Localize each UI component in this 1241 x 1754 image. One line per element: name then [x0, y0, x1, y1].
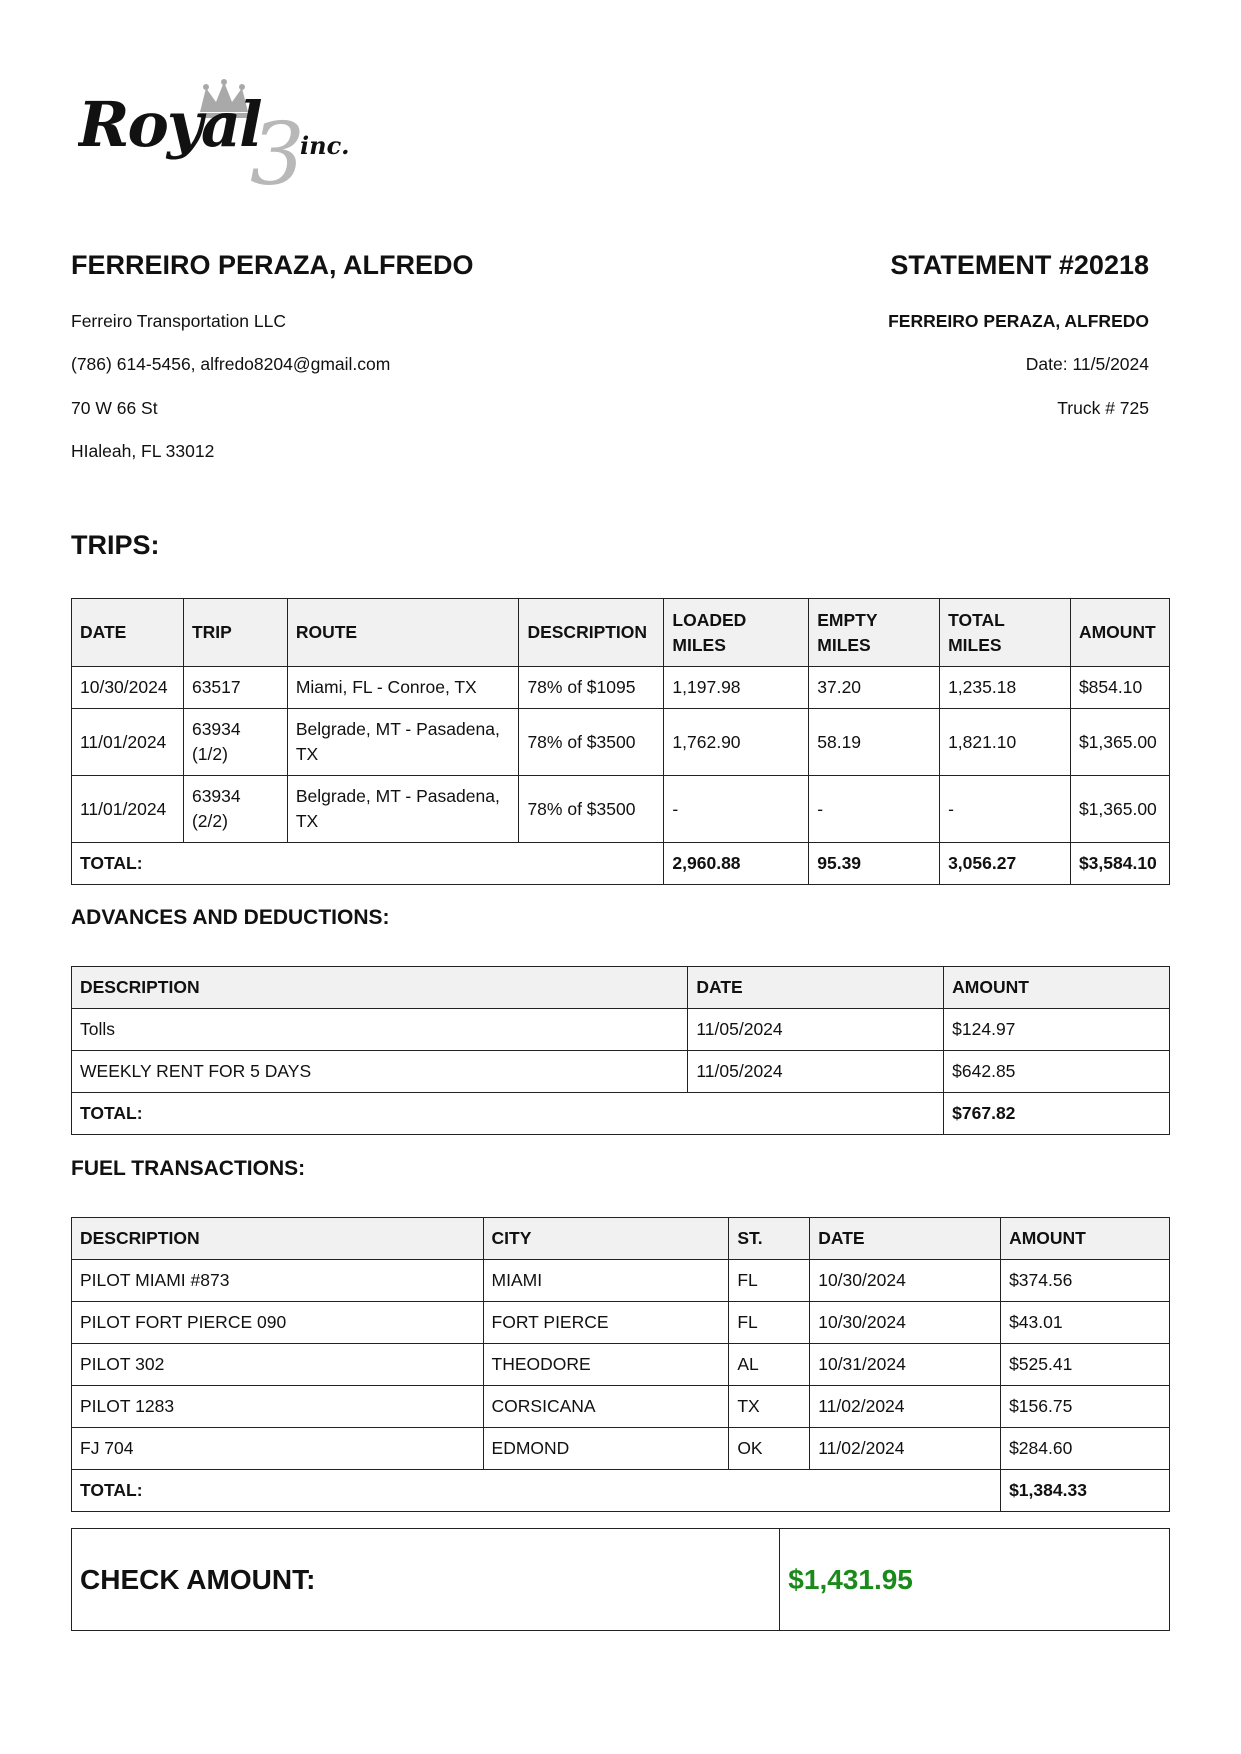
fuel-amount: $374.56: [1001, 1260, 1170, 1302]
royal-3-inc-logo: [78, 78, 378, 188]
fuel-date: 10/31/2024: [810, 1344, 1001, 1386]
column-header: AMOUNT: [944, 967, 1170, 1009]
advance-amount: $642.85: [944, 1051, 1170, 1093]
trip-loaded-miles: 1,762.90: [664, 709, 809, 776]
driver-name: FERREIRO PERAZA, ALFREDO: [71, 250, 474, 280]
trip-empty-miles: 37.20: [809, 667, 940, 709]
truck-number: Truck # 725: [1057, 398, 1149, 418]
fuel-city: CORSICANA: [483, 1386, 729, 1428]
trip-amount: $854.10: [1070, 667, 1169, 709]
total-label: TOTAL:: [72, 843, 664, 885]
trip-number: 63934 (2/2): [183, 776, 287, 843]
column-header: ST.: [729, 1218, 810, 1260]
column-header: EMPTY MILES: [809, 599, 940, 667]
trip-loaded-miles: -: [664, 776, 809, 843]
trips-table: [71, 598, 1170, 885]
fuel-title: FUEL TRANSACTIONS:: [71, 1157, 306, 1180]
column-header: ROUTE: [287, 599, 519, 667]
column-header: CITY: [483, 1218, 729, 1260]
check-amount-value: $1,431.95: [780, 1529, 1170, 1631]
fuel-amount: $284.60: [1001, 1428, 1170, 1470]
fuel-city: FORT PIERCE: [483, 1302, 729, 1344]
driver-address-line2: HIaleah, FL 33012: [71, 441, 215, 461]
trip-number: 63934 (1/2): [183, 709, 287, 776]
trip-date: 10/30/2024: [72, 667, 184, 709]
trip-empty-miles: -: [809, 776, 940, 843]
svg-text:3: 3: [250, 105, 305, 188]
column-header: TOTAL MILES: [940, 599, 1071, 667]
trip-date: 11/01/2024: [72, 776, 184, 843]
advance-date: 11/05/2024: [688, 1009, 944, 1051]
total-miles: 3,056.27: [940, 843, 1071, 885]
advances-title: ADVANCES AND DEDUCTIONS:: [71, 906, 390, 929]
table-header-row: [72, 599, 1170, 667]
trip-route: Miami, FL - Conroe, TX: [287, 667, 519, 709]
trip-route: Belgrade, MT - Pasadena, TX: [287, 709, 519, 776]
total-label: TOTAL:: [72, 1093, 944, 1135]
trip-total-miles: -: [940, 776, 1071, 843]
fuel-table: [71, 1217, 1170, 1512]
company-logo: [78, 78, 378, 188]
fuel-amount: $43.01: [1001, 1302, 1170, 1344]
fuel-description: PILOT 302: [72, 1344, 484, 1386]
fuel-date: 10/30/2024: [810, 1302, 1001, 1344]
advance-date: 11/05/2024: [688, 1051, 944, 1093]
table-row: [72, 709, 1170, 776]
fuel-state: AL: [729, 1344, 810, 1386]
total-loaded-miles: 2,960.88: [664, 843, 809, 885]
trip-total-miles: 1,821.10: [940, 709, 1071, 776]
column-header: DESCRIPTION: [72, 967, 688, 1009]
fuel-description: PILOT FORT PIERCE 090: [72, 1302, 484, 1344]
table-row: [72, 667, 1170, 709]
advance-description: Tolls: [72, 1009, 688, 1051]
total-label: TOTAL:: [72, 1470, 1001, 1512]
fuel-date: 11/02/2024: [810, 1428, 1001, 1470]
trips-title: TRIPS:: [71, 530, 160, 560]
driver-contact: (786) 614-5456, alfredo8204@gmail.com: [71, 354, 391, 374]
fuel-city: MIAMI: [483, 1260, 729, 1302]
trip-description: 78% of $3500: [519, 776, 664, 843]
fuel-state: FL: [729, 1302, 810, 1344]
table-header-row: [72, 967, 1170, 1009]
fuel-description: PILOT 1283: [72, 1386, 484, 1428]
svg-text:Royal: Royal: [78, 88, 261, 161]
trip-loaded-miles: 1,197.98: [664, 667, 809, 709]
svg-text:inc.: inc.: [300, 131, 350, 160]
trip-date: 11/01/2024: [72, 709, 184, 776]
fuel-total-row: [72, 1470, 1170, 1512]
column-header: DESCRIPTION: [72, 1218, 484, 1260]
trip-empty-miles: 58.19: [809, 709, 940, 776]
total-empty-miles: 95.39: [809, 843, 940, 885]
table-row: [72, 1009, 1170, 1051]
check-amount-box: [71, 1528, 1170, 1631]
advances-total-row: [72, 1093, 1170, 1135]
total-amount: $3,584.10: [1070, 843, 1169, 885]
column-header: DESCRIPTION: [519, 599, 664, 667]
fuel-amount: $525.41: [1001, 1344, 1170, 1386]
column-header: DATE: [72, 599, 184, 667]
trip-amount: $1,365.00: [1070, 776, 1169, 843]
total-amount: $767.82: [944, 1093, 1170, 1135]
table-row: [72, 1428, 1170, 1470]
column-header: DATE: [810, 1218, 1001, 1260]
trip-description: 78% of $3500: [519, 709, 664, 776]
statement-title: STATEMENT #20218: [890, 250, 1149, 280]
fuel-state: TX: [729, 1386, 810, 1428]
table-row: [72, 1051, 1170, 1093]
driver-info: [71, 248, 631, 461]
total-amount: $1,384.33: [1001, 1470, 1170, 1512]
fuel-date: 10/30/2024: [810, 1260, 1001, 1302]
statement-driver-name: FERREIRO PERAZA, ALFREDO: [888, 311, 1149, 331]
column-header: LOADED MILES: [664, 599, 809, 667]
column-header: AMOUNT: [1001, 1218, 1170, 1260]
fuel-amount: $156.75: [1001, 1386, 1170, 1428]
trips-total-row: [72, 843, 1170, 885]
check-amount-row: [72, 1529, 1170, 1631]
advances-table: [71, 966, 1170, 1135]
fuel-city: THEODORE: [483, 1344, 729, 1386]
trip-total-miles: 1,235.18: [940, 667, 1071, 709]
fuel-state: FL: [729, 1260, 810, 1302]
column-header: DATE: [688, 967, 944, 1009]
fuel-state: OK: [729, 1428, 810, 1470]
fuel-description: PILOT MIAMI #873: [72, 1260, 484, 1302]
table-row: [72, 1344, 1170, 1386]
trip-description: 78% of $1095: [519, 667, 664, 709]
trip-amount: $1,365.00: [1070, 709, 1169, 776]
trip-number: 63517: [183, 667, 287, 709]
trip-route: Belgrade, MT - Pasadena, TX: [287, 776, 519, 843]
fuel-city: EDMOND: [483, 1428, 729, 1470]
advance-amount: $124.97: [944, 1009, 1170, 1051]
fuel-description: FJ 704: [72, 1428, 484, 1470]
table-row: [72, 1302, 1170, 1344]
advance-description: WEEKLY RENT FOR 5 DAYS: [72, 1051, 688, 1093]
table-header-row: [72, 1218, 1170, 1260]
fuel-date: 11/02/2024: [810, 1386, 1001, 1428]
column-header: TRIP: [183, 599, 287, 667]
driver-company: Ferreiro Transportation LLC: [71, 311, 286, 331]
driver-address-line1: 70 W 66 St: [71, 398, 158, 418]
table-row: [72, 1260, 1170, 1302]
column-header: AMOUNT: [1070, 599, 1169, 667]
check-amount-label: CHECK AMOUNT:: [72, 1529, 780, 1631]
statement-info: [629, 248, 1149, 418]
table-row: [72, 1386, 1170, 1428]
table-row: [72, 776, 1170, 843]
statement-date: Date: 11/5/2024: [1025, 354, 1149, 374]
